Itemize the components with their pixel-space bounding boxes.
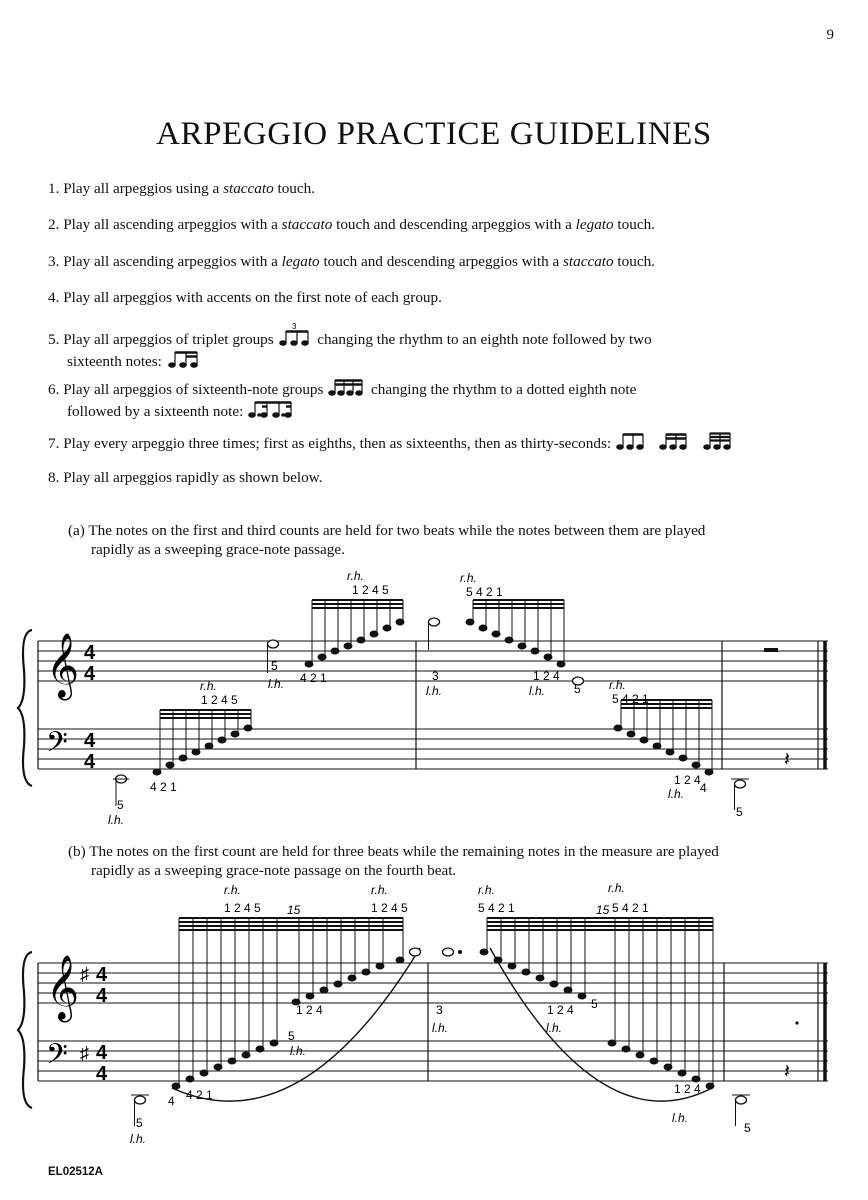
item-text: Play all arpeggios of sixteenth-note groups (63, 381, 324, 398)
lh-label: l.h. (432, 1021, 449, 1035)
rh-descending-arpeggio (429, 600, 584, 685)
triplet-rhythm-icon (277, 323, 313, 347)
rh-label: r.h. (609, 678, 626, 692)
fingering: 5 (136, 1116, 143, 1130)
fingering: 1 2 4 (547, 1003, 574, 1017)
treble-clef-icon: 𝄞 (46, 633, 80, 696)
svg-text:4: 4 (84, 751, 96, 773)
item-text: touch and descending arpeggios with a (332, 216, 576, 233)
rh-label: r.h. (224, 883, 241, 897)
rh-label: r.h. (608, 881, 625, 895)
fingering: 4 2 1 (150, 780, 177, 794)
fingering: 5 (591, 997, 598, 1011)
item-emphasis: staccato (223, 180, 274, 197)
lh-ascending-arpeggio (113, 710, 252, 806)
item-number: 3. (48, 253, 60, 270)
lh-label: l.h. (668, 787, 685, 801)
whole-rest-icon (764, 648, 778, 652)
page-title: ARPEGGIO PRACTICE GUIDELINES (156, 116, 712, 152)
eighths-sixteenths-thirtyseconds-icon (615, 431, 743, 451)
svg-text:4: 4 (84, 730, 96, 752)
bass-staff (38, 729, 828, 769)
item-text: changing the rhythm to a dotted eighth note (371, 381, 637, 398)
dotted-eighth-sixteenth-icon (247, 399, 297, 419)
fingering: 1 2 4 5 (201, 693, 238, 707)
slur (172, 948, 420, 1101)
page-number: 9 (826, 27, 834, 43)
music-example-b (0, 876, 868, 1161)
guideline-item-6 (48, 377, 636, 421)
fingering: 4 (700, 781, 707, 795)
fingering: 5 4 2 1 (478, 901, 515, 915)
item-text: touch. (613, 216, 655, 233)
fingering: 5 (271, 659, 278, 673)
svg-text:4: 4 (96, 1042, 108, 1064)
time-signature (84, 642, 96, 773)
lh-label: l.h. (108, 813, 125, 827)
rh-label: r.h. (371, 883, 388, 897)
sharp-icon: ♯ (80, 964, 89, 984)
fingering: 5 (736, 805, 743, 819)
item-emphasis: legato (281, 253, 320, 270)
bass-clef-icon: 𝄢 (46, 1039, 68, 1077)
eighth-two-sixteenths-icon (166, 349, 202, 369)
guideline-item-2 (48, 215, 655, 234)
example-text: rapidly as a sweeping grace-note passage. (91, 541, 345, 558)
quarter-rest-icon: 𝄽 (784, 1061, 791, 1083)
lh-label: l.h. (290, 1044, 307, 1058)
fingering: 1 2 4 5 (224, 901, 261, 915)
example-label: (b) (68, 843, 86, 860)
example-b-description (68, 842, 828, 880)
item-text: sixteenth notes: (67, 353, 162, 370)
fingering: 1 2 4 (533, 669, 560, 683)
guideline-item-5 (48, 323, 652, 371)
lh-label: l.h. (130, 1132, 147, 1146)
fingering: 3 (432, 669, 439, 683)
tuplet-number: 15 (287, 903, 301, 917)
svg-text:4: 4 (84, 663, 96, 685)
item-text: Play all ascending arpeggios with a (63, 253, 282, 270)
rh-label: r.h. (200, 679, 217, 693)
rh-ascending-arpeggio (268, 600, 405, 673)
item-emphasis: staccato (281, 216, 333, 233)
svg-text:4: 4 (96, 985, 108, 1007)
item-number: 5. (48, 331, 60, 348)
music-example-a (0, 560, 868, 830)
item-number: 1. (48, 180, 60, 197)
lh-label: l.h. (672, 1111, 689, 1125)
item-text: touch. (613, 253, 655, 270)
footer-catalog-code: EL02512A (48, 1166, 103, 1178)
example-text: The notes on the first and third counts are held for two beats while the notes between them are played (88, 522, 706, 539)
quarter-rest-icon: 𝄽 (784, 749, 791, 771)
lh-label: l.h. (426, 684, 443, 698)
item-text: touch. (273, 180, 316, 197)
fingering: 1 2 4 5 (371, 901, 408, 915)
fingering: 5 (117, 798, 124, 812)
item-text: touch and descending arpeggios with a (319, 253, 563, 270)
item-text: changing the rhythm to an eighth note followed by two (317, 331, 652, 348)
fingering: 5 (574, 682, 581, 696)
grand-staff-brace (18, 630, 32, 786)
item-number: 2. (48, 216, 60, 233)
fingering: 4 2 1 (300, 671, 327, 685)
lh-label: l.h. (268, 677, 285, 691)
guideline-item-3 (48, 252, 655, 271)
treble-staff (38, 963, 828, 1003)
fingering: 1 2 4 (674, 1082, 701, 1096)
example-label: (a) (68, 522, 85, 539)
guideline-item-7 (48, 431, 743, 453)
fingering: 5 (288, 1029, 295, 1043)
fingering: 1 2 4 (674, 773, 701, 787)
item-number: 7. (48, 435, 60, 452)
item-text: Play every arpeggio three times; first as eighths, then as sixteenths, then as thirty-seconds: (63, 435, 612, 452)
svg-text:4: 4 (84, 642, 96, 664)
item-text: Play all arpeggios rapidly as shown below. (63, 469, 323, 486)
item-text: Play all ascending arpeggios with a (63, 216, 282, 233)
svg-text:4: 4 (96, 964, 108, 986)
item-text: Play all arpeggios with accents on the first note of each group. (63, 289, 442, 306)
fingering: 1 2 4 (296, 1003, 323, 1017)
fingering: 5 4 2 1 (612, 692, 649, 706)
guideline-item-8 (48, 468, 322, 487)
lh-label: l.h. (529, 684, 546, 698)
fingering: 4 (168, 1094, 175, 1108)
sharp-icon: ♯ (80, 1043, 89, 1063)
bass-staff (38, 1041, 828, 1081)
time-signature (96, 964, 108, 1085)
lh-label: l.h. (546, 1021, 563, 1035)
item-number: 8. (48, 469, 60, 486)
guideline-item-4 (48, 288, 442, 307)
example-text: The notes on the first count are held for three beats while the remaining notes in the measure are played (89, 843, 719, 860)
grand-staff-brace (18, 952, 32, 1108)
fingering: 4 2 1 (186, 1088, 213, 1102)
item-number: 4. (48, 289, 60, 306)
item-emphasis: staccato (563, 253, 614, 270)
treble-clef-icon: 𝄞 (46, 955, 80, 1018)
descending-fifteen-note-run (443, 918, 751, 1126)
guideline-item-1 (48, 179, 315, 198)
rh-label: r.h. (460, 571, 477, 585)
svg-text:4: 4 (96, 1063, 108, 1085)
bass-clef-icon: 𝄢 (46, 727, 68, 765)
fingering: 5 4 2 1 (466, 585, 503, 599)
item-text: Play all arpeggios of triplet groups (63, 331, 274, 348)
item-text: followed by a sixteenth note: (67, 403, 244, 420)
sixteenth-group-icon (327, 377, 367, 397)
fingering: 3 (436, 1003, 443, 1017)
item-number: 6. (48, 381, 60, 398)
example-a-description (68, 521, 828, 559)
item-emphasis: legato (575, 216, 614, 233)
svg-text:3: 3 (292, 323, 297, 331)
rh-label: r.h. (347, 569, 364, 583)
fingering: 5 (744, 1121, 751, 1135)
fingering: 1 2 4 5 (352, 583, 389, 597)
rh-label: r.h. (478, 883, 495, 897)
fingering: 5 4 2 1 (612, 901, 649, 915)
example-text: rapidly as a sweeping grace-note passage on the fourth beat. (91, 862, 457, 879)
item-text: Play all arpeggios using a (63, 180, 224, 197)
tuplet-number: 15 (596, 903, 610, 917)
